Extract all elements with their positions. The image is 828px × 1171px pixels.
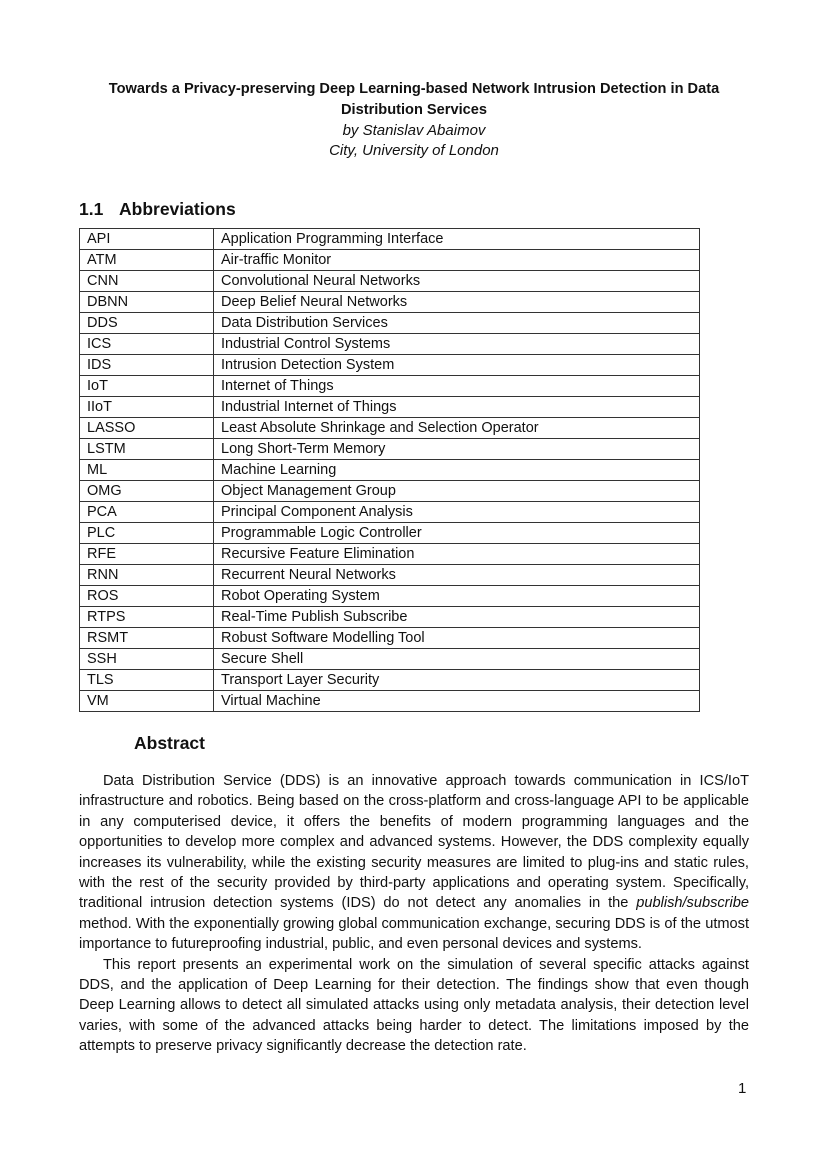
abbreviation-cell: PCA [80, 502, 214, 523]
abbreviation-cell: LASSO [80, 418, 214, 439]
abstract-p1-end: method. With the exponentially growing global communication exchange, securing DDS is of the utmost importance to futureproofing industrial, public, and even personal devices and systems. [79, 915, 749, 953]
abbreviations-table [79, 228, 700, 712]
abbreviation-cell: IDS [80, 355, 214, 376]
table-row [80, 355, 700, 376]
table-row [80, 649, 700, 670]
meaning-cell: Air-traffic Monitor [214, 250, 700, 271]
abstract-heading: Abstract [134, 733, 205, 753]
table-row [80, 565, 700, 586]
table-row [80, 691, 700, 712]
author-byline: by Stanislav Abaimov [342, 122, 486, 139]
abbreviation-cell: ML [80, 460, 214, 481]
abbreviation-cell: RFE [80, 544, 214, 565]
abbreviation-cell: RNN [80, 565, 214, 586]
table-row [80, 586, 700, 607]
meaning-cell: Principal Component Analysis [214, 502, 700, 523]
abstract-body [79, 771, 749, 1057]
page-number: 1 [738, 1080, 747, 1097]
meaning-cell: Transport Layer Security [214, 670, 700, 691]
abbreviation-cell: ICS [80, 334, 214, 355]
table-row [80, 628, 700, 649]
meaning-cell: Intrusion Detection System [214, 355, 700, 376]
abbreviation-cell: CNN [80, 271, 214, 292]
table-row [80, 271, 700, 292]
meaning-cell: Object Management Group [214, 481, 700, 502]
table-row [80, 418, 700, 439]
table-row [80, 523, 700, 544]
meaning-cell: Deep Belief Neural Networks [214, 292, 700, 313]
abbreviation-cell: DDS [80, 313, 214, 334]
meaning-cell: Real-Time Publish Subscribe [214, 607, 700, 628]
abstract-paragraph [79, 771, 749, 955]
meaning-cell: Least Absolute Shrinkage and Selection Operator [214, 418, 700, 439]
meaning-cell: Industrial Control Systems [214, 334, 700, 355]
table-row [80, 502, 700, 523]
paper-title: Towards a Privacy-preserving Deep Learning-based Network Intrusion Detection in Data Distribution Services [108, 81, 720, 118]
table-row [80, 292, 700, 313]
meaning-cell: Internet of Things [214, 376, 700, 397]
abbreviation-cell: ATM [80, 250, 214, 271]
section-title: Abbreviations [119, 199, 236, 219]
meaning-cell: Application Programming Interface [214, 229, 700, 250]
table-row [80, 376, 700, 397]
meaning-cell: Recursive Feature Elimination [214, 544, 700, 565]
abbreviation-cell: RSMT [80, 628, 214, 649]
abstract-paragraph: This report presents an experimental work on the simulation of several specific attacks against DDS, and the application of Deep Learning for their detection. The findings show that even though Deep Learning allows to detect all simulated attacks using only metadata analysis, their detection level varies, with some of the advanced attacks being harder to detect. The limitations imposed by the attempts to preserve privacy significantly decrease the detection rate. [79, 956, 749, 1055]
abbreviation-cell: SSH [80, 649, 214, 670]
meaning-cell: Data Distribution Services [214, 313, 700, 334]
meaning-cell: Convolutional Neural Networks [214, 271, 700, 292]
table-row [80, 229, 700, 250]
abbreviation-cell: API [80, 229, 214, 250]
meaning-cell: Robot Operating System [214, 586, 700, 607]
abbreviations-table-body [80, 229, 700, 712]
table-row [80, 334, 700, 355]
meaning-cell: Secure Shell [214, 649, 700, 670]
abbreviation-cell: RTPS [80, 607, 214, 628]
meaning-cell: Industrial Internet of Things [214, 397, 700, 418]
table-row [80, 481, 700, 502]
meaning-cell: Programmable Logic Controller [214, 523, 700, 544]
author-affiliation: City, University of London [329, 142, 499, 159]
abbreviation-cell: IIoT [80, 397, 214, 418]
abbreviation-cell: IoT [80, 376, 214, 397]
table-row [80, 250, 700, 271]
meaning-cell: Machine Learning [214, 460, 700, 481]
abbreviation-cell: LSTM [80, 439, 214, 460]
table-row [80, 607, 700, 628]
abbreviation-cell: ROS [80, 586, 214, 607]
abbreviation-cell: DBNN [80, 292, 214, 313]
meaning-cell: Long Short-Term Memory [214, 439, 700, 460]
table-row [80, 544, 700, 565]
table-row [80, 439, 700, 460]
meaning-cell: Virtual Machine [214, 691, 700, 712]
abstract-p1-start: Data Distribution Service (DDS) is an innovative approach towards communication in ICS/IoT infrastructure and robotics. Being based on the cross-platform and cross-language API to be applicable in any computerised device, it offers the benefits of modern programming languages and the opportunities to develop more complex and advanced systems. However, the DDS complexity equally increases its vulnerability, while the existing security measures are limited to plug-ins and static rules, with the rest of the security provided by third-party applications and operating system. Specifically, traditional intrusion detection systems (IDS) do not detect any anomalies in the [79, 773, 749, 912]
table-row [80, 670, 700, 691]
table-row [80, 460, 700, 481]
abbreviation-cell: PLC [80, 523, 214, 544]
title-block [80, 79, 748, 161]
meaning-cell: Robust Software Modelling Tool [214, 628, 700, 649]
abbreviation-cell: VM [80, 691, 214, 712]
abbreviation-cell: OMG [80, 481, 214, 502]
table-row [80, 313, 700, 334]
abstract-p1-emphasis: publish/subscribe [636, 895, 749, 912]
section-heading-abbreviations [79, 198, 236, 220]
section-number: 1.1 [79, 199, 104, 219]
meaning-cell: Recurrent Neural Networks [214, 565, 700, 586]
table-row [80, 397, 700, 418]
abbreviation-cell: TLS [80, 670, 214, 691]
